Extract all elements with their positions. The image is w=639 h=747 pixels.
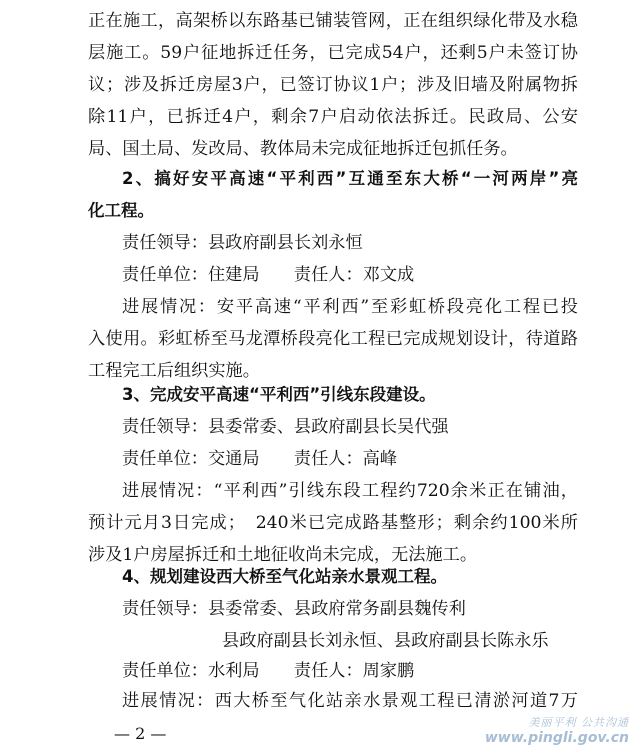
section-4-progress: 进展情况：西大桥至气化站亲水景观工程已清淤河道7万 bbox=[122, 691, 578, 711]
body-line: 工程完工后组织实施。 bbox=[88, 361, 260, 381]
body-line: 层施工。59户征地拆迁任务，已完成54户，还剩5户未签订协 bbox=[88, 43, 578, 63]
watermark-url: www.pingli.gov.cn bbox=[484, 730, 629, 746]
section-4-leader: 责任领导：县委常委、县政府常务副县魏传利 bbox=[122, 599, 466, 619]
section-2-leader: 责任领导：县政府副县长刘永恒 bbox=[122, 233, 363, 253]
section-2-heading: 2、搞好安平高速“平利西”互通至东大桥“一河两岸”亮 bbox=[122, 169, 578, 188]
body-line: 除11户，已拆迁4户，剩余7户启动依法拆迁。民政局、公安 bbox=[88, 107, 578, 127]
watermark-slogan: 美丽平利 公共沟通 bbox=[528, 716, 629, 729]
section-3-unit: 责任单位：交通局 责任人：高峰 bbox=[122, 449, 398, 469]
section-3-progress: 进展情况：“平利西”引线东段工程约720余米正在铺油， bbox=[122, 481, 578, 501]
watermark bbox=[485, 716, 629, 747]
body-line: 局、国土局、发改局、教体局未完成征地拆迁包抓任务。 bbox=[88, 139, 518, 159]
section-3-leader: 责任领导：县委常委、县政府副县长吴代强 bbox=[122, 417, 449, 437]
page-number: — 2 — bbox=[114, 724, 167, 743]
section-4-heading: 4、规划建设西大桥至气化站亲水景观工程。 bbox=[122, 567, 447, 586]
section-3-heading: 3、完成安平高速“平利西”引线东段建设。 bbox=[122, 385, 436, 404]
section-4-unit: 责任单位：水利局 责任人：周家鹏 bbox=[122, 661, 415, 681]
body-line: 涉及1户房屋拆迁和土地征收尚未完成，无法施工。 bbox=[88, 545, 478, 565]
section-2-heading-cont: 化工程。 bbox=[88, 201, 154, 220]
body-line: 议；涉及拆迁房屋3户，已签订协议1户；涉及旧墙及附属物拆 bbox=[88, 75, 578, 95]
body-line: 预计元月3日完成； 240米已完成路基整形；剩余约100米所 bbox=[88, 513, 578, 533]
section-2-unit: 责任单位：住建局 责任人：邓文成 bbox=[122, 265, 415, 285]
section-2-progress: 进展情况：安平高速“平利西”至彩虹桥段亮化工程已投 bbox=[122, 297, 578, 317]
body-line: 正在施工，高架桥以东路基已铺装管网，正在组织绿化带及水稳 bbox=[88, 11, 578, 31]
section-4-leader2: 县政府副县长刘永恒、县政府副县长陈永乐 bbox=[222, 631, 549, 651]
body-line: 入使用。彩虹桥至马龙潭桥段亮化工程已完成规划设计，待道路 bbox=[88, 329, 578, 349]
